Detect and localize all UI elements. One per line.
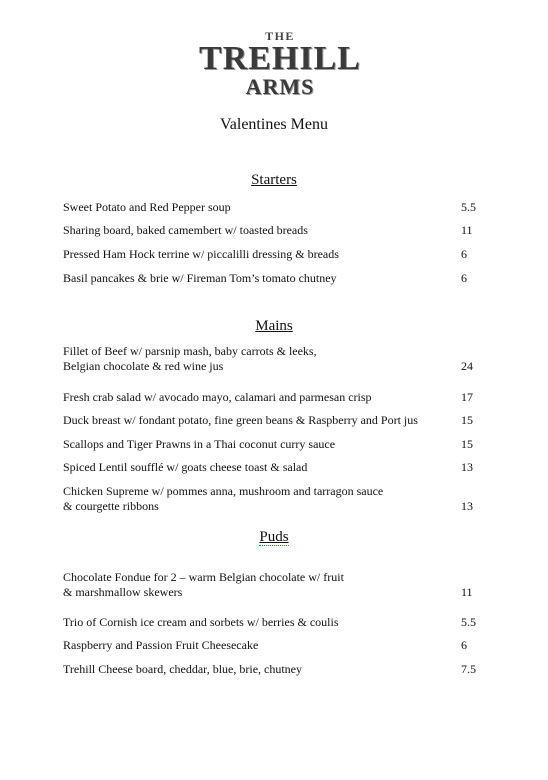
puds-heading xyxy=(0,529,548,546)
menu-item xyxy=(63,570,483,600)
menu-item xyxy=(63,271,483,286)
menu-item xyxy=(63,200,483,215)
menu-item xyxy=(63,437,483,452)
item-name-line1: Chicken Supreme w/ pommes anna, mushroom and tarragon sauce xyxy=(63,484,384,498)
item-name: Fresh crab salad w/ avocado mayo, calamari and parmesan crisp xyxy=(63,390,372,404)
item-name-line2: Belgian chocolate & red wine jus xyxy=(63,359,224,373)
item-name: Scallops and Tiger Prawns in a Thai coconut curry sauce xyxy=(63,437,336,451)
menu-title: Valentines Menu xyxy=(220,116,328,133)
menu-item xyxy=(63,662,483,677)
item-name: Duck breast w/ fondant potato, fine green beans & Raspberry and Port jus xyxy=(63,413,418,427)
item-price: 6 xyxy=(461,271,467,285)
item-name: Spiced Lentil soufflé w/ goats cheese toast & salad xyxy=(63,460,308,474)
item-price: 15 xyxy=(461,437,473,451)
item-name: Sharing board, baked camembert w/ toasted breads xyxy=(63,223,308,237)
item-name: Trehill Cheese board, cheddar, blue, brie, chutney xyxy=(63,662,303,676)
menu-item xyxy=(63,247,483,262)
item-price: 7.5 xyxy=(461,662,476,676)
item-price: 15 xyxy=(461,413,473,427)
item-price: 13 xyxy=(461,460,473,474)
item-name: Basil pancakes & brie w/ Fireman Tom’s tomato chutney xyxy=(63,271,337,285)
item-name: Sweet Potato and Red Pepper soup xyxy=(63,200,231,214)
item-price: 17 xyxy=(461,390,473,404)
menu-item xyxy=(63,638,483,653)
item-price: 11 xyxy=(461,585,473,599)
logo-the: THE xyxy=(265,29,295,43)
item-name: Trio of Cornish ice cream and sorbets w/ berries & coulis xyxy=(63,615,339,629)
trehill-arms-logo xyxy=(195,30,365,98)
item-price: 6 xyxy=(461,247,467,261)
menu-item xyxy=(63,460,483,475)
item-name-line1: Fillet of Beef w/ parsnip mash, baby carrots & leeks, xyxy=(63,344,317,358)
menu-item xyxy=(63,390,483,405)
starters-heading: Starters xyxy=(251,172,297,188)
item-name: Pressed Ham Hock terrine w/ piccalilli dressing & breads xyxy=(63,247,339,261)
item-price: 5.5 xyxy=(461,200,476,214)
item-price: 11 xyxy=(461,223,473,237)
item-name-line2: & courgette ribbons xyxy=(63,499,159,513)
mains-heading: Mains xyxy=(255,318,293,334)
menu-item xyxy=(63,484,483,514)
item-price: 5.5 xyxy=(461,615,476,629)
menu-item xyxy=(63,223,483,238)
puds-heading-text: Puds xyxy=(259,529,289,545)
menu-item xyxy=(63,615,483,630)
logo-name: TREHILL xyxy=(199,40,361,77)
item-name-line1: Chocolate Fondue for 2 – warm Belgian chocolate w/ fruit xyxy=(63,570,344,584)
menu-item xyxy=(63,344,483,374)
item-name: Raspberry and Passion Fruit Cheesecake xyxy=(63,638,259,652)
item-name-line2: & marshmallow skewers xyxy=(63,585,183,599)
item-price: 13 xyxy=(461,499,473,513)
menu-item xyxy=(63,413,483,428)
item-price: 24 xyxy=(461,359,473,373)
logo-arms: ARMS xyxy=(245,74,315,99)
item-price: 6 xyxy=(461,638,467,652)
